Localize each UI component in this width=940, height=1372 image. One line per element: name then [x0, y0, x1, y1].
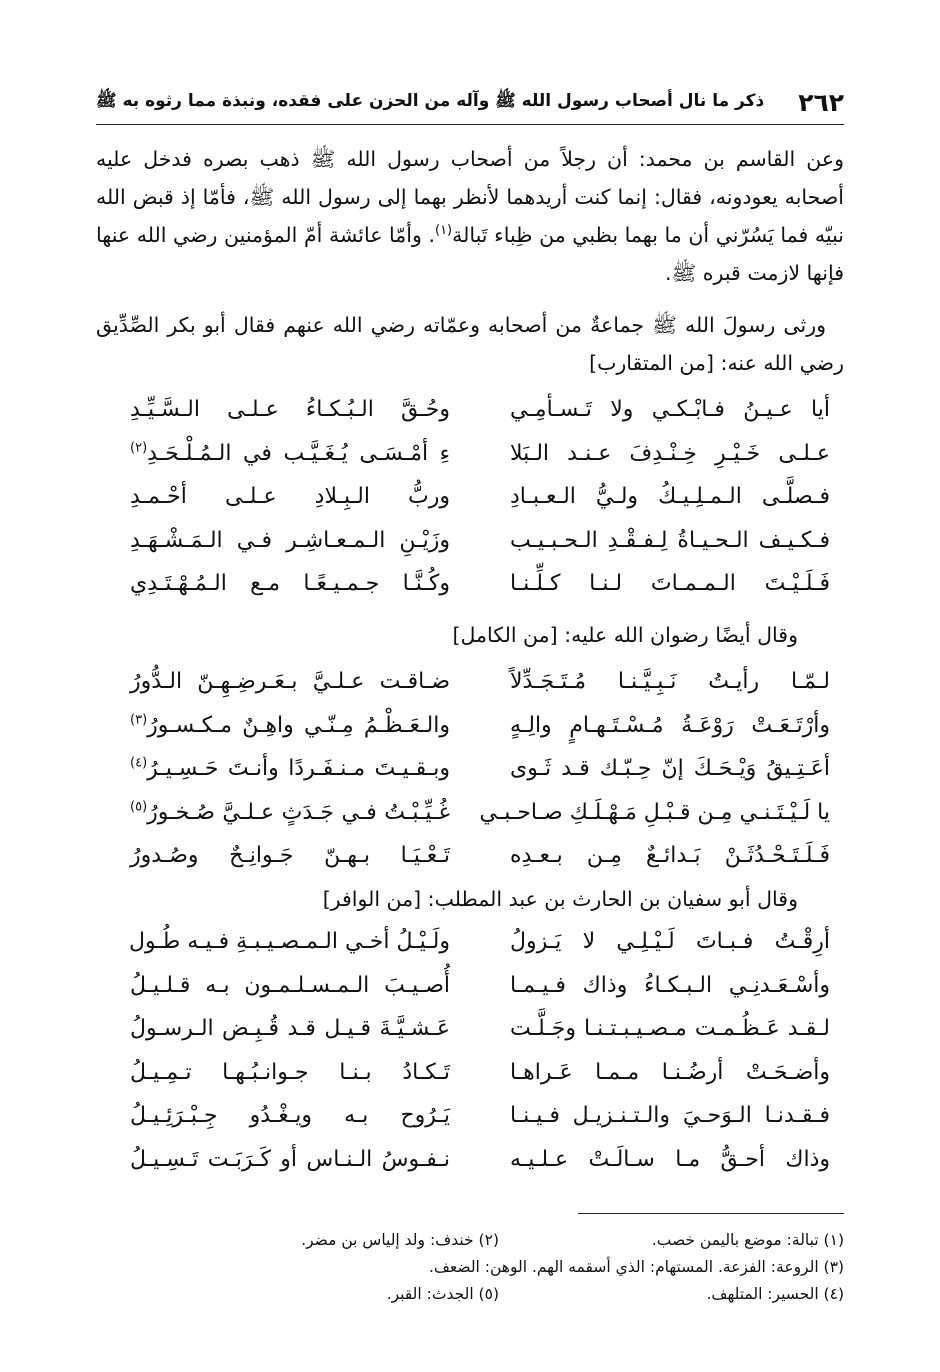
- footnote-text: (٤) الحسير: المتلهف.: [706, 1285, 844, 1303]
- verse-second-hemistich: [130, 920, 450, 963]
- intro-3: [96, 880, 844, 918]
- verse-second-text: أُصـيـبَ الـمـسـلـمـون بـه قـلـيـلُ: [130, 972, 450, 998]
- running-title: ذكر ما نال أصحاب رسول الله ﷺ وآله من الحزن على فقده، ونبذة مما رثوه به ﷺ: [96, 90, 765, 111]
- verse-second-text: وكُـنَّـا جـمـيـعًـا مـع الـمُـهْـتَـدِي: [130, 571, 450, 597]
- paragraph-1-text: وعن القاسم بن محمد: أن رجلاً من أصحاب رسول الله ﷺ ذهب بصره فدخل عليه أصحابه يعودونه، فقال: إنما كنت أريدهما لأنظر بهما إلى رسول الله ﷺ، فأمّا إذ قبض الله نبيّه فما يَسُرّني أن ما بهما بظبي من ظِباء تَبالة: [96, 147, 844, 247]
- verse-second-hemistich: [130, 432, 450, 475]
- poem-1: [130, 388, 830, 606]
- verse-second-text: ءِ أمْـسَـى يُـغَـيَّـب في الـمُـلْـحَـدِ: [147, 440, 450, 466]
- footnote-text: (٥) الجدث: القبر.: [386, 1285, 499, 1303]
- verse-second-hemistich: [130, 562, 450, 605]
- meter-label-1: [من المتقارب]: [589, 351, 714, 375]
- verse: [130, 388, 830, 432]
- verse-second-text: تَـكـادُ بـنـا جـوانـبُـهـا تـمِـيـلُ: [130, 1059, 450, 1085]
- page-header: [96, 82, 844, 122]
- verse-first-hemistich: عـلـى خَـيْـرِ خِـنْـدِفَ عـنـد الـبَلا: [510, 440, 830, 466]
- verse: [130, 475, 830, 519]
- meter-label-2: [من الكامل]: [452, 623, 558, 647]
- verse: [130, 660, 830, 704]
- verse-second-text: وحُـقَّ الـبُـكـاءُ عـلـى الـسَّـيِّـدِ: [130, 397, 450, 423]
- paragraph-2: [96, 306, 844, 382]
- footnote-row: [96, 1281, 844, 1308]
- intro-3-text: وقال أبو سفيان بن الحارث بن عبد المطلب:: [427, 887, 798, 911]
- verse: [130, 1007, 830, 1051]
- footnote-mark-1: (١): [434, 223, 453, 239]
- verse: [130, 1138, 830, 1182]
- verse: [130, 562, 830, 606]
- verse-first-hemistich: وذاك أحـقُّ مـا سـالَـتْ عـلـيـه: [510, 1146, 830, 1172]
- verse-second-hemistich: [130, 834, 450, 877]
- verse-first-hemistich: وأسْـعَـدنِـي الـبـكـاءُ وذاك فـيـمـا: [510, 972, 830, 998]
- verse: [130, 519, 830, 563]
- verse-first-hemistich: أرِقْـتُ فـبـاتَ لَـيْـلِـي لا يَـزولُ: [510, 929, 830, 955]
- verse-first-hemistich: فَـلَـتَـحْـدُثَـنْ بَـدائـعٌ مِـن بـعـدِه: [510, 843, 830, 869]
- verse-first-hemistich: فـكـيـف الـحـيـاةُ لِـفـقْـدِ الـحـبـيـب: [510, 527, 830, 553]
- footnote-text: (٢) خندف: ولد إلياس بن مضر.: [301, 1231, 499, 1249]
- poem-3: [130, 920, 830, 1181]
- poem-2: [130, 660, 830, 878]
- intro-2: [96, 616, 844, 654]
- verse-first-hemistich: فَـلَـيْـتَ الـمـمـاتَ لـنـا كـلِّـنـا: [510, 571, 830, 597]
- verse-second-text: والـعَـظْـمُ مِـنّـي واهِـنٌ مـكـسـورُ: [147, 712, 450, 738]
- verse-first-hemistich: فـقـدنـا الـوَحـيَ والـتـنـزيـل فـيـنـا: [510, 1103, 830, 1129]
- verse-second-text: غُـيِّـبْـتُ فـي جَـدَثٍ عـلـيَّ صُـخـورُ: [147, 799, 450, 825]
- verse-second-text: ولَـيْـلُ أخـي الـمـصـيـبـةِ فـيـه طُـول: [128, 929, 450, 955]
- footnote-row: [96, 1227, 844, 1254]
- verse: [130, 1094, 830, 1138]
- verse-second-hemistich: [130, 1094, 450, 1137]
- verse-second-text: يَـرُوح بـه ويـغْـدُو جِـبْـرَئِـيـلُ: [130, 1103, 450, 1129]
- paragraph-2-text: ورثى رسولَ الله ﷺ جماعةٌ من أصحابه وعمّاته رضي الله عنهم فقال أبو بكر الصِّدِّيق رضي الله عنه:: [96, 313, 844, 375]
- verse: [130, 791, 830, 835]
- verse: [130, 747, 830, 791]
- verse-second-hemistich: [130, 1007, 450, 1050]
- meter-label-3: [من الوافر]: [322, 887, 422, 911]
- footnote-mark: (٤): [130, 755, 148, 771]
- paragraph-1: [96, 140, 844, 292]
- verse-second-hemistich: [130, 475, 450, 518]
- footnote-text: (٣) الروعة: الفزعة. المستهام: الذي أسقمه الهم. الوهن: الضعف.: [428, 1258, 844, 1276]
- verse-second-text: ضـاقـت عـلـيَّ بـعَـرضِـهِـنّ الـدُّورُ: [130, 669, 450, 695]
- verse-second-hemistich: [130, 1138, 450, 1181]
- verse-second-text: نـفـوسُ الـنـاس أو كَـرَبَـت تَـسِـيـلُ: [130, 1146, 450, 1172]
- verse-first-hemistich: فـصلَّـى الـمـلِـيـكُ ولـيُّ الـعـبـادِ: [510, 484, 830, 510]
- verse-second-hemistich: [130, 388, 450, 431]
- footnote-mark: (٢): [130, 440, 148, 456]
- verse-first-hemistich: أيا عـيـنُ فـابْـكـي ولا تَـسـأمِـي: [510, 397, 830, 423]
- verse-first-hemistich: يا لَـيْـتَـنـي مِـن قـبْـلِ مَـهْـلَـكِ صـاحـبـي: [479, 799, 830, 825]
- verse-second-hemistich: [130, 1051, 450, 1094]
- verse-second-hemistich: [130, 519, 450, 562]
- verse-second-hemistich: [130, 964, 450, 1007]
- footnote-mark: (٣): [130, 712, 148, 728]
- verse-second-hemistich: [130, 704, 450, 747]
- verse: [130, 834, 830, 878]
- verse-first-hemistich: لـقـد عَـظُـمـت مـصـيـبـتـنـا وجَـلَّـت: [510, 1016, 830, 1042]
- verse-first-hemistich: وأرْتَـعَـتْ رَوْعَـةُ مُـسْـتَـهـامٍ والِـهٍ: [510, 712, 830, 738]
- verse-second-text: تَـعْـيَـا بـهـنّ جَـوانِـحٌ وصُـدورُ: [130, 843, 450, 869]
- verse: [130, 964, 830, 1008]
- footnote-rule: [578, 1213, 844, 1214]
- verse: [130, 432, 830, 476]
- footnote-mark: (٥): [130, 799, 148, 815]
- intro-2-text: وقال أيضًا رضوان الله عليه:: [564, 623, 798, 647]
- verse-second-text: عَـشـيَّـةَ قـيـل قـد قُـبِـض الـرسـولُ: [130, 1016, 450, 1042]
- footnote-row: [96, 1254, 844, 1281]
- verse-first-hemistich: لـمّـا رأيـتُ نَـبِـيَّـنـا مُـتَـجَـدِّلاً: [510, 669, 830, 695]
- verse-second-hemistich: [130, 660, 450, 703]
- verse-second-text: وزَيْـنِ الـمـعـاشِـر فـي الـمَـشْـهَـدِ: [130, 527, 450, 553]
- verse: [130, 920, 830, 964]
- verse-first-hemistich: أعَـتِـيقُ وَيْـحَـكَ إنّ حِـبّـك قـد ثَـوى: [510, 756, 830, 782]
- verse-second-text: وبـقـيـتَ مـنـفَـردًا وأنـتَ حَـسِـيـرُ: [147, 756, 450, 782]
- footnote-text: (١) تبالة: موضع باليمن خصب.: [651, 1231, 844, 1249]
- verse-second-hemistich: [130, 791, 450, 834]
- page-number: ٢٦٢: [798, 87, 844, 117]
- verse-first-hemistich: وأضـحَـتْ أرضُـنـا مـمـا عَـراهـا: [510, 1059, 830, 1085]
- paragraph-1-tail: . وأمّا عائشة أمّ المؤمنين رضي الله عنها فإنها لازمت قبره ﷺ.: [96, 223, 844, 285]
- verse-second-text: وربُّ الـبِـلادِ عـلـى أحْـمـدِ: [130, 484, 450, 510]
- verse: [130, 704, 830, 748]
- header-rule: [96, 124, 844, 125]
- verse: [130, 1051, 830, 1095]
- verse-second-hemistich: [130, 747, 450, 790]
- footnotes: [96, 1227, 844, 1308]
